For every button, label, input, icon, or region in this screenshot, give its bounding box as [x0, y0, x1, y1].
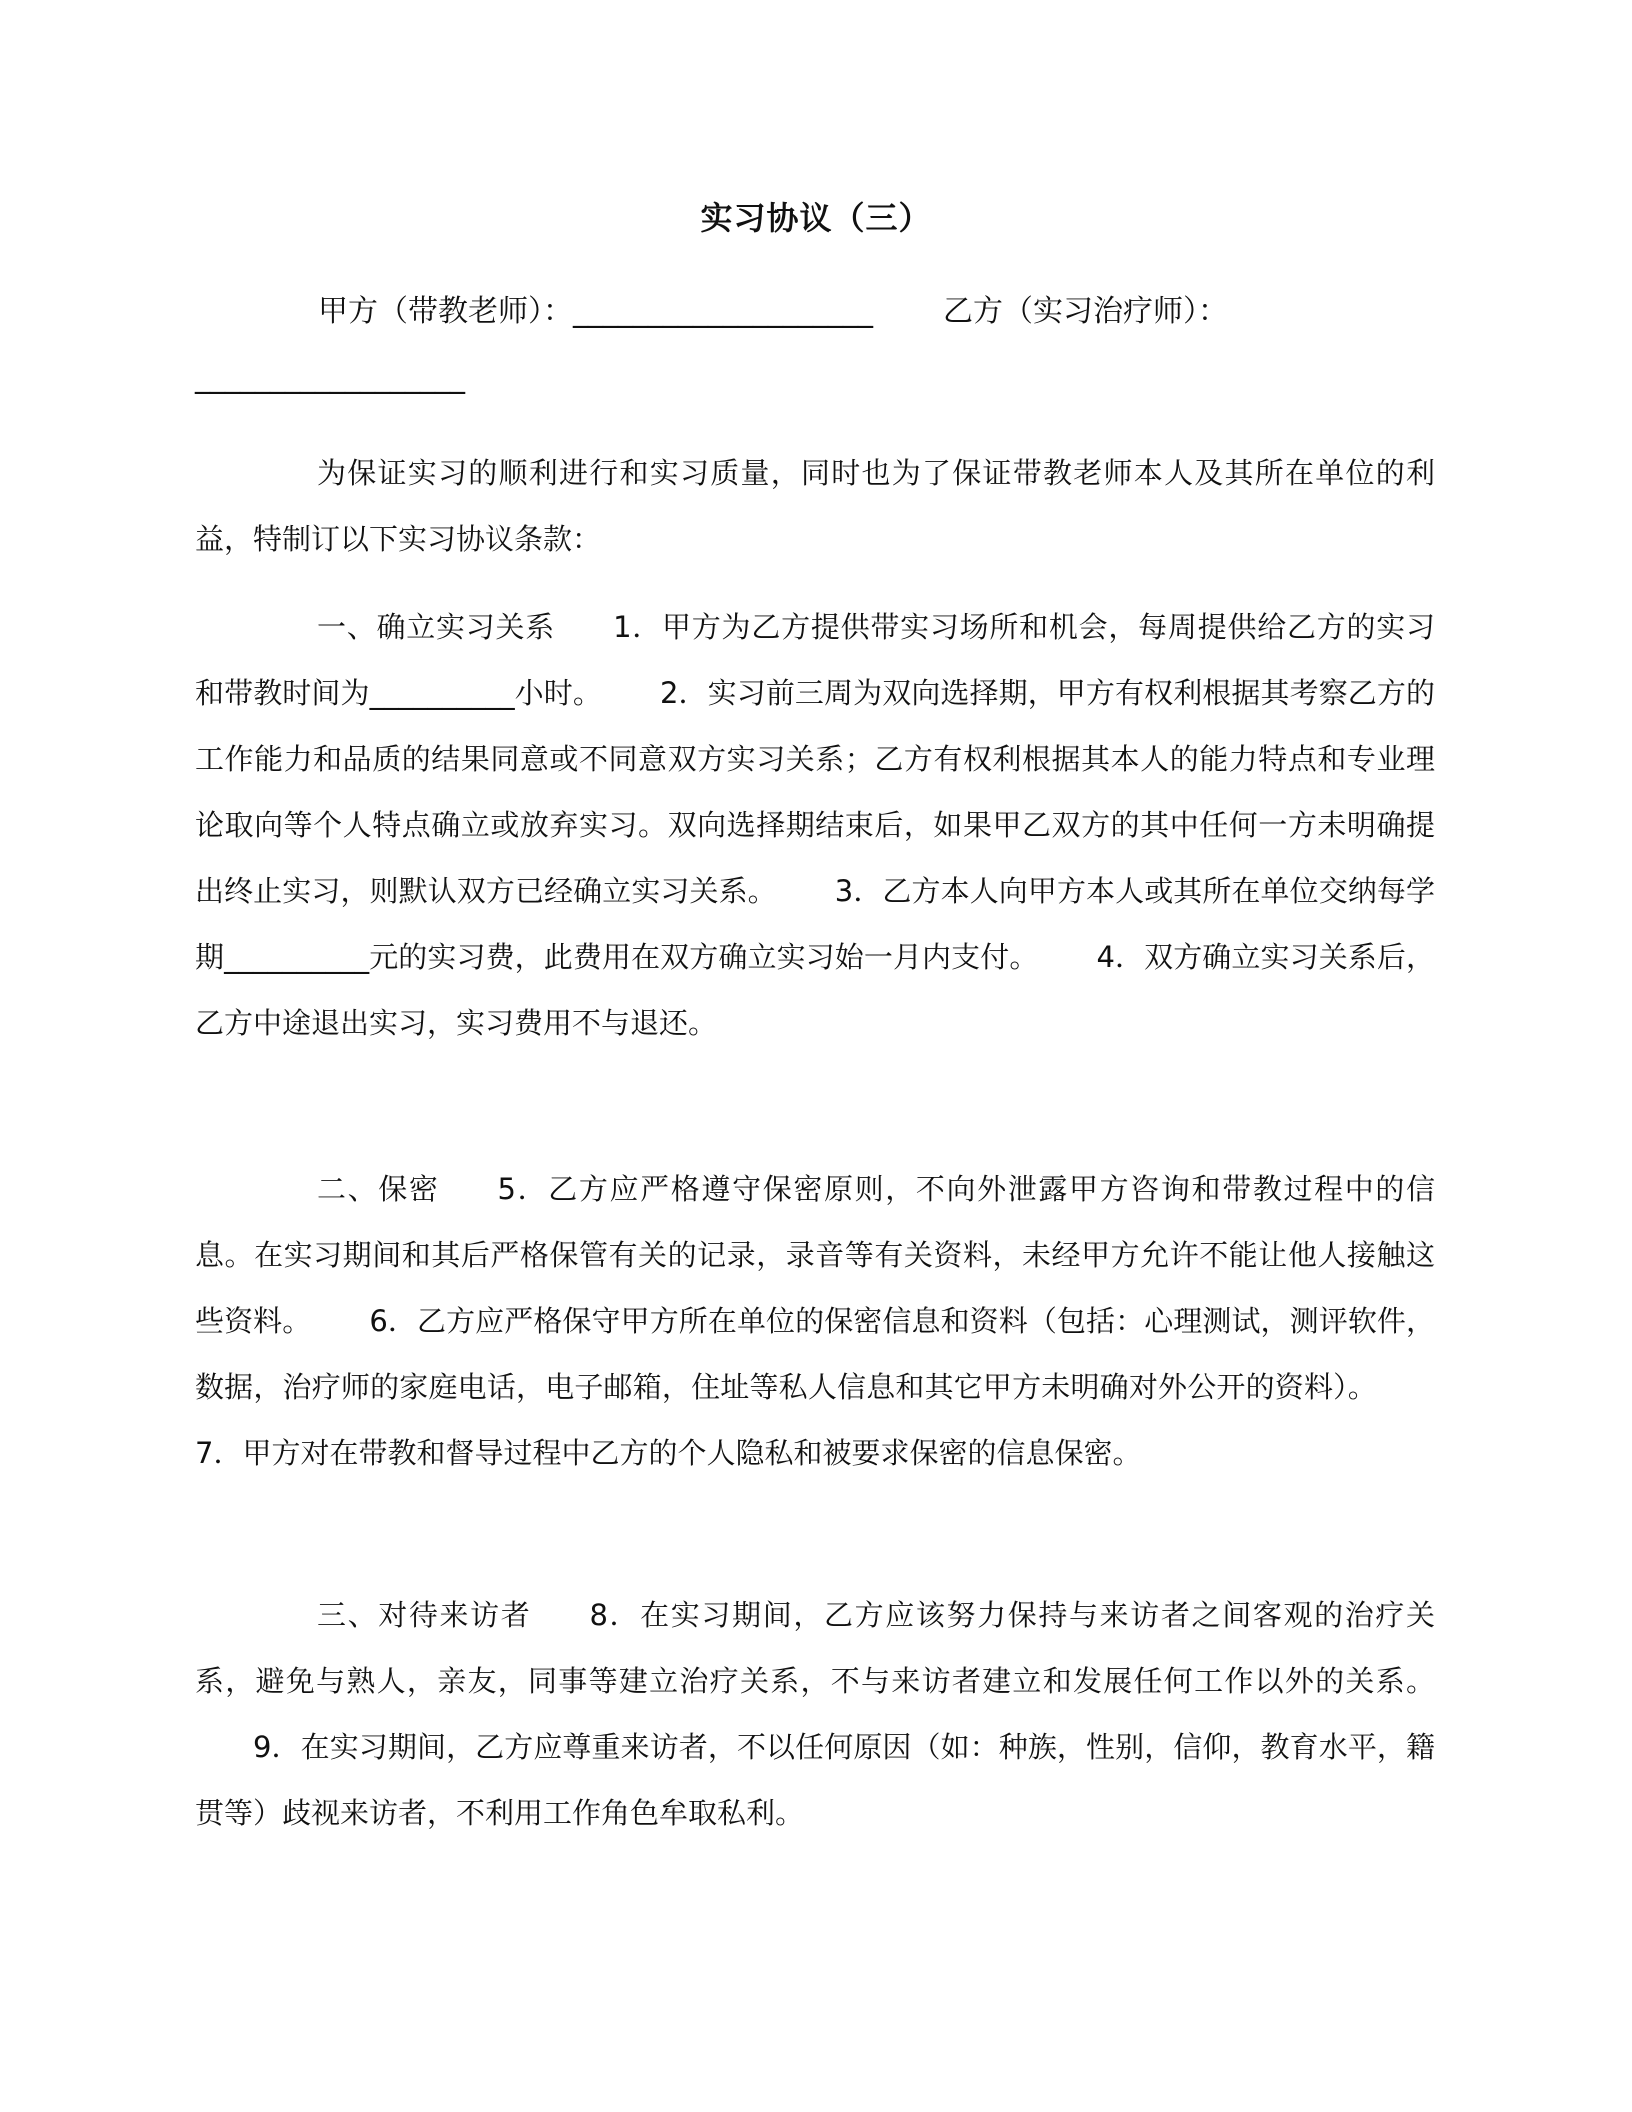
- party-a-label: 甲方（带教老师）：____________________: [318, 294, 873, 329]
- clause-3: 3．乙方本人向甲方本人或其所在单位交纳每学期__________元的实习费，此费用在双方确立实习始一月内支付。: [195, 874, 1435, 974]
- document-title: 实习协议（三）: [700, 199, 932, 237]
- clause-8: 8．在实习期间，乙方应该努力保持与来访者之间客观的治疗关系，避免与熟人，亲友，同事等建立治疗关系，不与来访者建立和发展任何工作以外的关系。: [195, 1598, 1435, 1698]
- section-1-paragraph: [195, 594, 1435, 1056]
- section-3-paragraph: [195, 1582, 1435, 1846]
- section-3-heading: 三、对待来访者: [317, 1598, 532, 1632]
- party-b-label: 乙方（实习治疗师）：: [943, 294, 1228, 329]
- clause-6: 6．乙方应严格保守甲方所在单位的保密信息和资料（包括：心理测试，测评软件，数据，治疗师的家庭电话，电子邮箱，住址等私人信息和其它甲方未明确对外公开的资料）。: [195, 1304, 1435, 1404]
- parties-line: [318, 290, 1228, 334]
- intro-paragraph: 为保证实习的顺利进行和实习质量，同时也为了保证带教老师本人及其所在单位的利益，特制订以下实习协议条款：: [195, 456, 1435, 556]
- clause-5: 5．乙方应严格遵守保密原则，不向外泄露甲方咨询和带教过程中的信息。在实习期间和其后严格保管有关的记录，录音等有关资料，未经甲方允许不能让他人接触这些资料。: [195, 1172, 1435, 1338]
- clause-2: 2．实习前三周为双向选择期，甲方有权利根据其考察乙方的工作能力和品质的结果同意或不同意双方实习关系；乙方有权利根据其本人的能力特点和专业理论取向等个人特点确立或放弃实习。双向选择期结束后，如果甲乙双方的其中任何一方未明确提出终止实习，则默认双方已经确立实习关系。: [195, 676, 1435, 908]
- section-1-heading: 一、确立实习关系: [317, 610, 556, 644]
- section-2-paragraph: [195, 1156, 1435, 1486]
- section-2-heading: 二、保密: [317, 1172, 440, 1206]
- clause-7: 7．甲方对在带教和督导过程中乙方的个人隐私和被要求保密的信息保密。: [195, 1436, 1142, 1470]
- clause-4: 4．双方确立实习关系后，乙方中途退出实习，实习费用不与退还。: [195, 940, 1435, 1040]
- clause-9: 9．在实习期间，乙方应尊重来访者，不以任何原因（如：种族，性别，信仰，教育水平，籍贯等）歧视来访者，不利用工作角色牟取私利。: [195, 1730, 1435, 1830]
- party-b-blank: __________________: [195, 360, 465, 395]
- clause-1: 1．甲方为乙方提供带实习场所和机会，每周提供给乙方的实习和带教时间为__________小时。: [195, 610, 1435, 710]
